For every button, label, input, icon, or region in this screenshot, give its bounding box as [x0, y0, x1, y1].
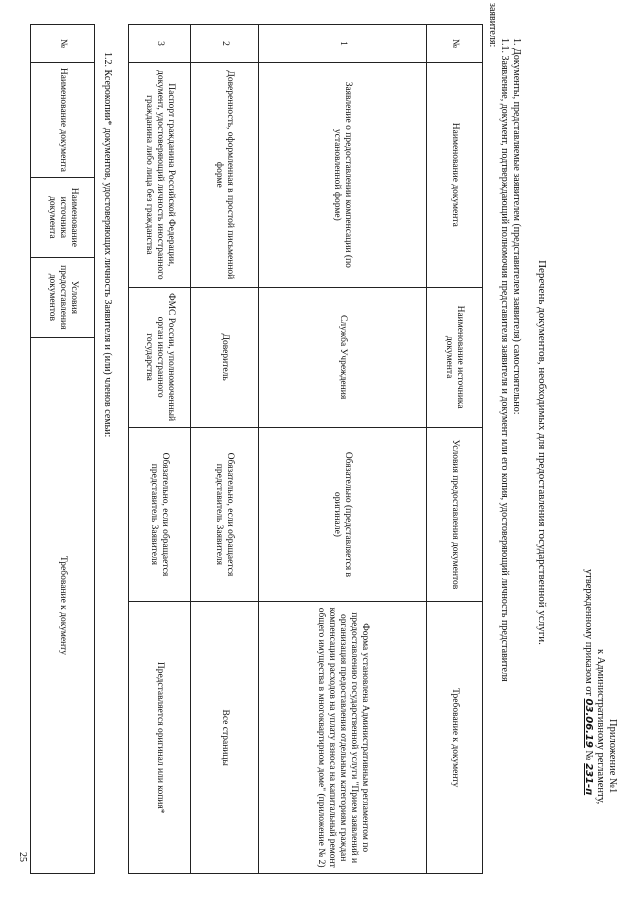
row-requirement: Все страницы — [191, 602, 259, 874]
intro-item-1: 1. Документы, представляемые заявителем (представителем заявителя) самостоятельно: — [511, 38, 522, 415]
row-conditions: Обязательно (представляется в оригинале) — [259, 427, 427, 602]
row-doc-name: Заявление о предоставлении компенсации (по установленной форме) — [259, 62, 427, 287]
row-requirement: Форма установлена Административным регламентом по предоставлению государственной услуги "Прием заявлений и организация предоставления отдельным категориям граждан компенсации расходов на уплату взноса на капитальный ремонт общего имущества в многоквартирном доме" (приложение № 2) — [259, 602, 427, 874]
documents-table-2 — [30, 24, 95, 874]
header-cell-doc-name: Наименование документа — [31, 62, 95, 177]
intro-item-1-1: 1.1. Заявление, документ, подтверждающий полномочия представителя заявителя и документ или его копия, удостоверяющий личность представителя — [499, 38, 510, 682]
header-cell-doc-name: Наименование документа — [427, 62, 483, 287]
header-cell-source: Наименование источника документа — [427, 287, 483, 427]
table-header-row — [31, 25, 95, 874]
handwritten-number: 231-п — [583, 763, 594, 796]
row-doc-name: Паспорт гражданина Российской Федерации, документ, удостоверяющий личность иностранного гражданина либо лица без гражданства — [129, 62, 191, 287]
header-cell-number: № — [31, 25, 95, 63]
row-number: 3 — [129, 25, 191, 63]
handwritten-date: 03.06.19 — [583, 698, 594, 748]
row-number: 2 — [191, 25, 259, 63]
table-row — [191, 25, 259, 874]
header-cell-number: № — [427, 25, 483, 63]
annex-block — [582, 569, 618, 839]
row-conditions: Обязательно, если обращается представитель Заявителя — [191, 427, 259, 602]
table-row — [259, 25, 427, 874]
annex-line-regulation: к Административному регламенту, — [595, 649, 606, 805]
table-header-row — [427, 25, 483, 874]
annex-line-order — [582, 569, 594, 839]
page-number: 25 — [17, 852, 28, 862]
document-title: Перечень документов, необходимых для предоставления государственной услуги. — [536, 260, 548, 645]
row-source: ФМС России, уполномоченный орган иностранного государства — [129, 287, 191, 427]
annex-order-prefix: утвержденному приказом от — [583, 569, 594, 696]
annex-number-prefix: № — [583, 750, 594, 761]
table-row — [129, 25, 191, 874]
row-number: 1 — [259, 25, 427, 63]
section-subheading: 1.2. Ксерокопии* документов, удостоверяющих личность Заявителя и (или) членов семьи: — [102, 52, 113, 438]
header-cell-source: Наименование источника документа — [31, 177, 95, 257]
row-conditions: Обязательно, если обращается представитель Заявителя — [129, 427, 191, 602]
header-cell-conditions: Условия предоставления документов — [427, 427, 483, 602]
annex-title: Приложение №1 — [607, 719, 618, 794]
row-source: Доверитель — [191, 287, 259, 427]
intro-item-continuation: заявителя: — [487, 3, 498, 48]
row-source: Служба Учреждения — [259, 287, 427, 427]
header-cell-conditions: Условия предоставления документов — [31, 257, 95, 337]
header-cell-requirement: Требование к документу — [427, 602, 483, 874]
header-cell-requirement: Требование к документу — [31, 337, 95, 873]
documents-table-1 — [128, 24, 483, 874]
row-doc-name: Доверенность, оформленная в простой письменной форме — [191, 62, 259, 287]
row-requirement: Представляется оригинал или копия* — [129, 602, 191, 874]
